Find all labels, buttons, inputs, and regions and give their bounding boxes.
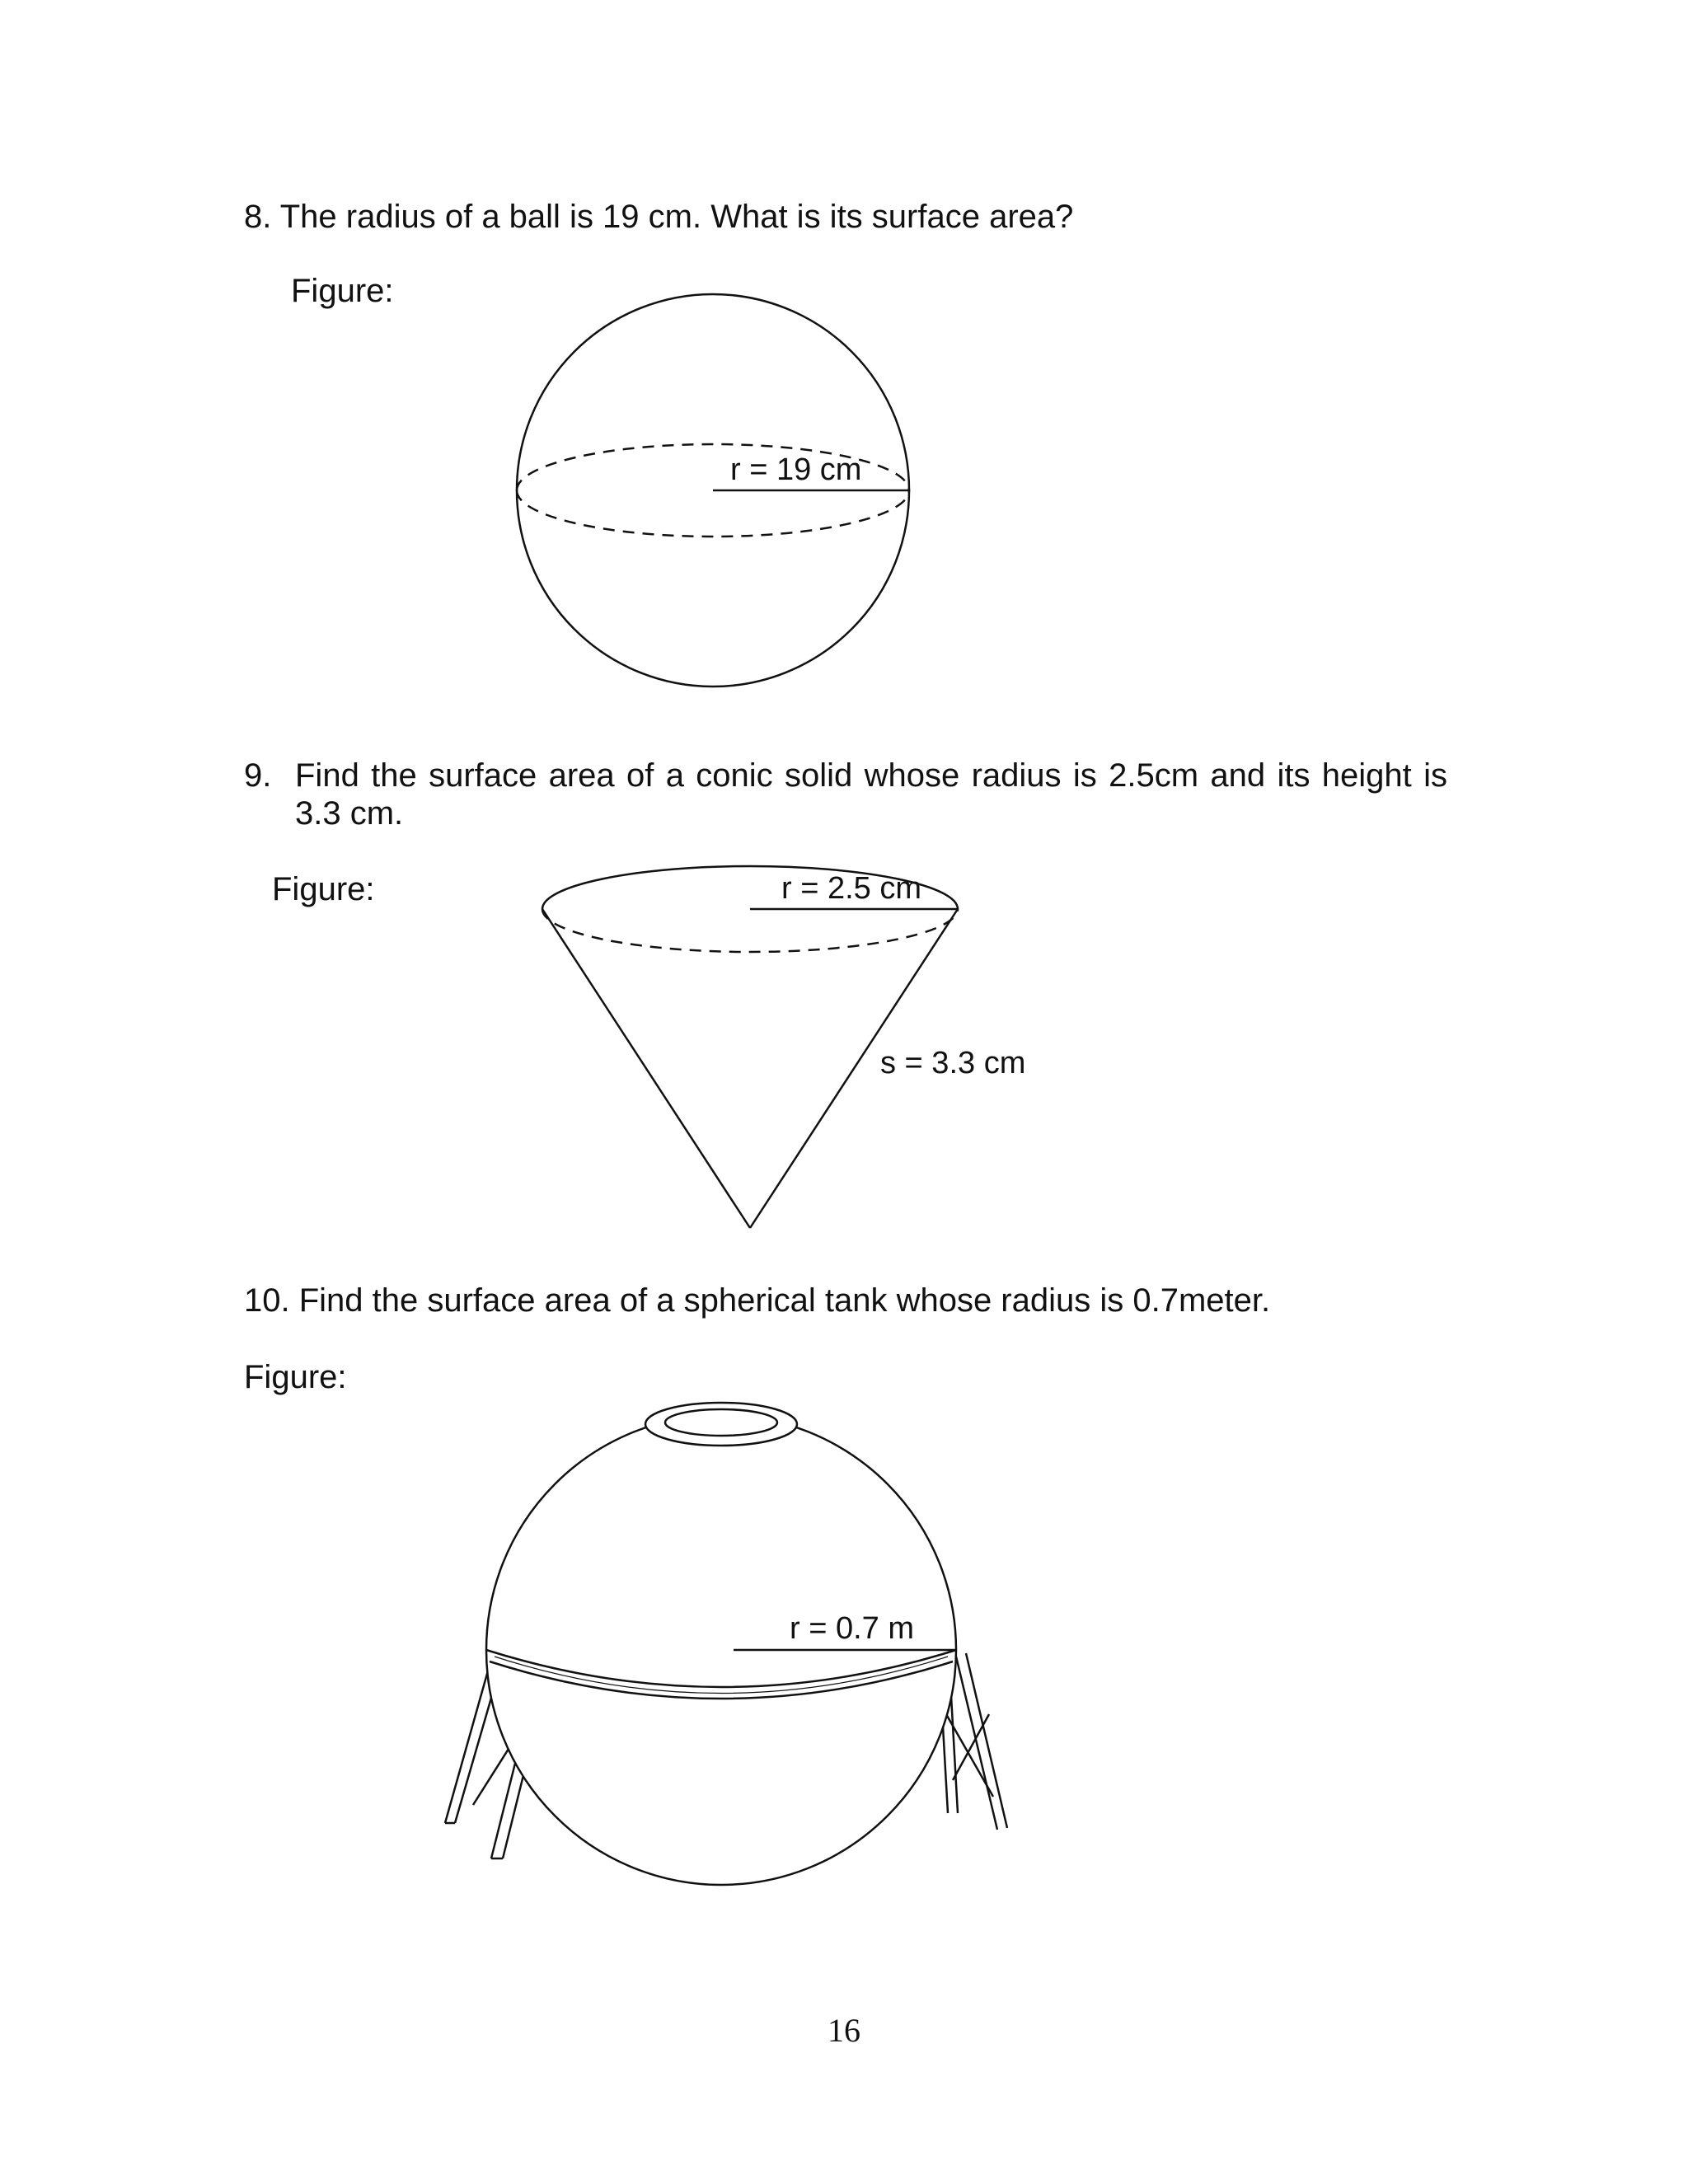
question-8-figure-label: Figure: — [291, 273, 394, 309]
sphere-radius-label: r = 19 cm — [730, 452, 862, 487]
cone-base-bottom-arc — [542, 909, 958, 952]
page-number: 16 — [828, 2012, 860, 2049]
sphere-figure — [517, 294, 909, 687]
tank-figure — [445, 1403, 1007, 1885]
sphere-equator-front — [517, 490, 909, 537]
tank-radius-label: r = 0.7 m — [790, 1611, 914, 1646]
cone-slant-label: s = 3.3 cm — [880, 1046, 1026, 1080]
cone-radius-label: r = 2.5 cm — [781, 871, 921, 906]
question-9-number: 9. — [244, 757, 272, 794]
cone-left-side — [542, 909, 750, 1228]
question-10-figure-label: Figure: — [244, 1359, 347, 1395]
question-10-text: 10. Find the surface area of a spherical tank whose radius is 0.7meter. — [244, 1282, 1271, 1319]
question-8-text: 8. The radius of a ball is 19 cm. What is its surface area? — [244, 199, 1074, 235]
question-9-text: Find the surface area of a conic solid whose radius is 2.5cm and its height is 3.3 cm. — [295, 757, 1447, 832]
question-9-figure-label: Figure: — [272, 871, 375, 907]
